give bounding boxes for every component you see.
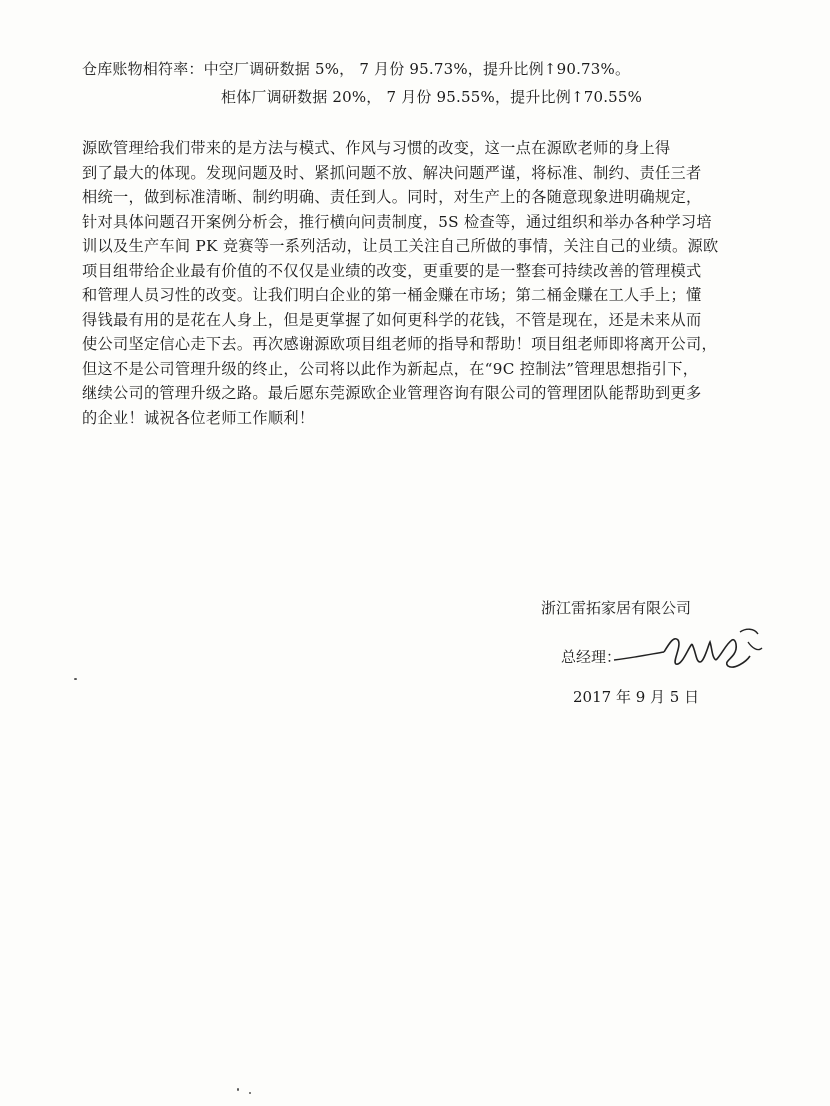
general-manager-label: 总经理： [561, 648, 622, 666]
scan-speck [249, 1092, 251, 1094]
paragraph-line: 的企业！诚祝各位老师工作顺利！ [82, 408, 315, 427]
paragraph-line: 训以及生产车间 PK 竞赛等一系列活动，让员工关注自己所做的事情，关注自己的业绩。源欧 [82, 237, 719, 255]
paragraph-line: 和管理人员习性的改变。让我们明白企业的第一桶金赚在市场；第二桶金赚在工人手上；懂 [82, 286, 702, 304]
paragraph-line: 相统一，做到标准清晰、制约明确、责任到人。同时，对生产上的各随意现象进明确规定， [82, 188, 702, 206]
paragraph-line: 源欧管理给我们带来的是方法与模式、作风与习惯的改变，这一点在源欧老师的身上得 [82, 139, 671, 157]
stat-line-inventory: 仓库账物相符率：中空厂调研数据 5%， 7 月份 95.73%，提升比例↑90.73%。 [82, 60, 631, 78]
scan-speck [237, 1088, 239, 1091]
paragraph-line: 使公司坚定信心走下去。再次感谢源欧项目组老师的指导和帮助！项目组老师即将离开公司， [82, 335, 717, 353]
document-date: 2017 年 9 月 5 日 [573, 688, 700, 706]
paragraph-line: 继续公司的管理升级之路。最后愿东莞源欧企业管理咨询有限公司的管理团队能帮助到更多 [82, 384, 702, 402]
paragraph-line: 但这不是公司管理升级的终止，公司将以此作为新起点，在“9C 控制法”管理思想指引下， [82, 359, 699, 378]
paragraph-line: 项目组带给企业最有价值的不仅仅是业绩的改变，更重要的是一整套可持续改善的管理模式 [82, 261, 702, 280]
paragraph-line: 得钱最有用的是花在人身上，但是更掌握了如何更科学的花钱，不管是现在，还是未来从而 [82, 310, 702, 329]
paragraph-line: 到了最大的体现。发现问题及时、紧抓问题不放、解决问题严谨，将标准、制约、责任三者 [82, 163, 702, 182]
paragraph-line: 针对具体问题召开案例分析会，推行横向问责制度，5S 检查等，通过组织和举办各种学习培 [82, 212, 712, 231]
company-name: 浙江雷拓家居有限公司 [541, 599, 692, 617]
signature-icon [612, 618, 772, 678]
scan-speck [74, 678, 77, 680]
stat-line-cabinet: 柜体厂调研数据 20%， 7 月份 95.55%，提升比例↑70.55% [221, 88, 643, 106]
